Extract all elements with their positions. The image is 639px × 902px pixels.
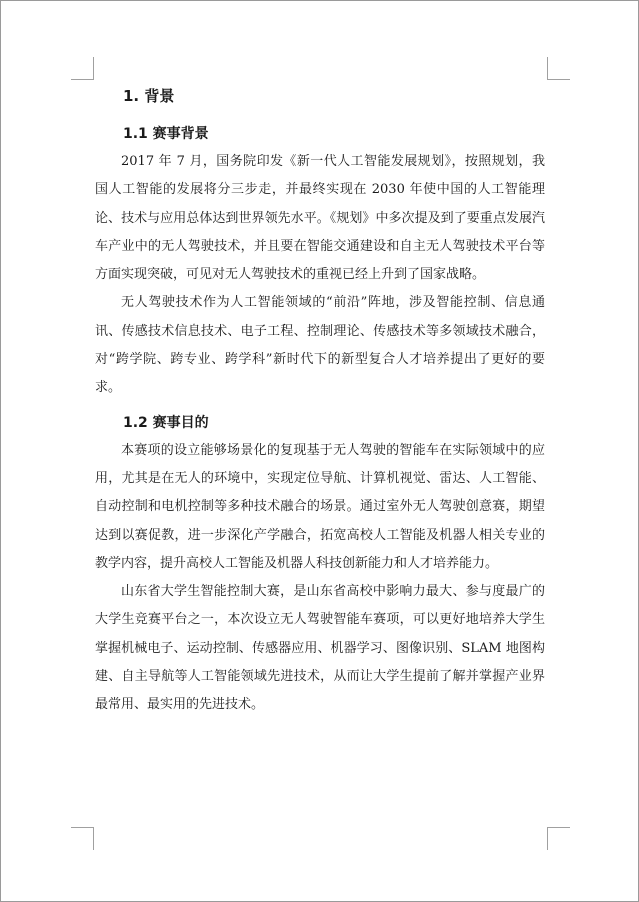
heading-background: 1. 背景 <box>123 87 175 105</box>
crop-mark-top-left <box>71 57 94 80</box>
paragraph: 山东省大学生智能控制大赛，是山东省高校中影响力最大、参与度最广的大学生竞赛平台之一，本次设立无人驾驶智能车赛项，可以更好地培养大学生掌握机械电子、运动控制、传感器应用、机器学习、图像识别、SLAM 地图构建、自主导航等人工智能领域先进技术，从而让大学生提前了解并掌握产业界最常用、最实用的先进技术。 <box>95 584 545 713</box>
crop-mark-bottom-right <box>547 827 570 850</box>
section-title-purpose: 1.2 赛事目的 <box>123 414 209 431</box>
crop-mark-bottom-left <box>71 827 94 850</box>
paragraph: 2017 年 7 月，国务院印发《新一代人工智能发展规划》，按照规划，我国人工智能的发展将分三步走，并最终实现在 2030 年使中国的人工智能理论、技术与应用总体达到世界领先水平。《规划》中多次提及到了要重点发展汽车产业中的无人驾驶技术，并且要在智能交通建设和自主无人驾驶技术平台等方面实现突破，可见对无人驾驶技术的重视已经上升到了国家战略。 <box>95 154 545 283</box>
section-title-background: 1.1 赛事背景 <box>123 126 209 142</box>
paragraph: 本赛项的设立能够场景化的复现基于无人驾驶的智能车在实际领域中的应用，尤其是在无人的环境中，实现定位导航、计算机视觉、雷达、人工智能、自动控制和电机控制等多种技术融合的场景。通过室外无人驾驶创意赛，期望达到以赛促教，进一步深化产学融合，拓宽高校人工智能及机器人相关专业的教学内容，提升高校人工智能及机器人科技创新能力和人才培养能力。 <box>95 442 545 571</box>
paragraph: 无人驾驶技术作为人工智能领域的“前沿”阵地，涉及智能控制、信息通讯、传感技术信息技术、电子工程、控制理论、传感技术等多领域技术融合，对“跨学院、跨专业、跨学科”新时代下的新型复合人才培养提出了更好的要求。 <box>95 295 545 396</box>
document-body <box>95 83 545 720</box>
crop-mark-top-right <box>547 57 570 80</box>
